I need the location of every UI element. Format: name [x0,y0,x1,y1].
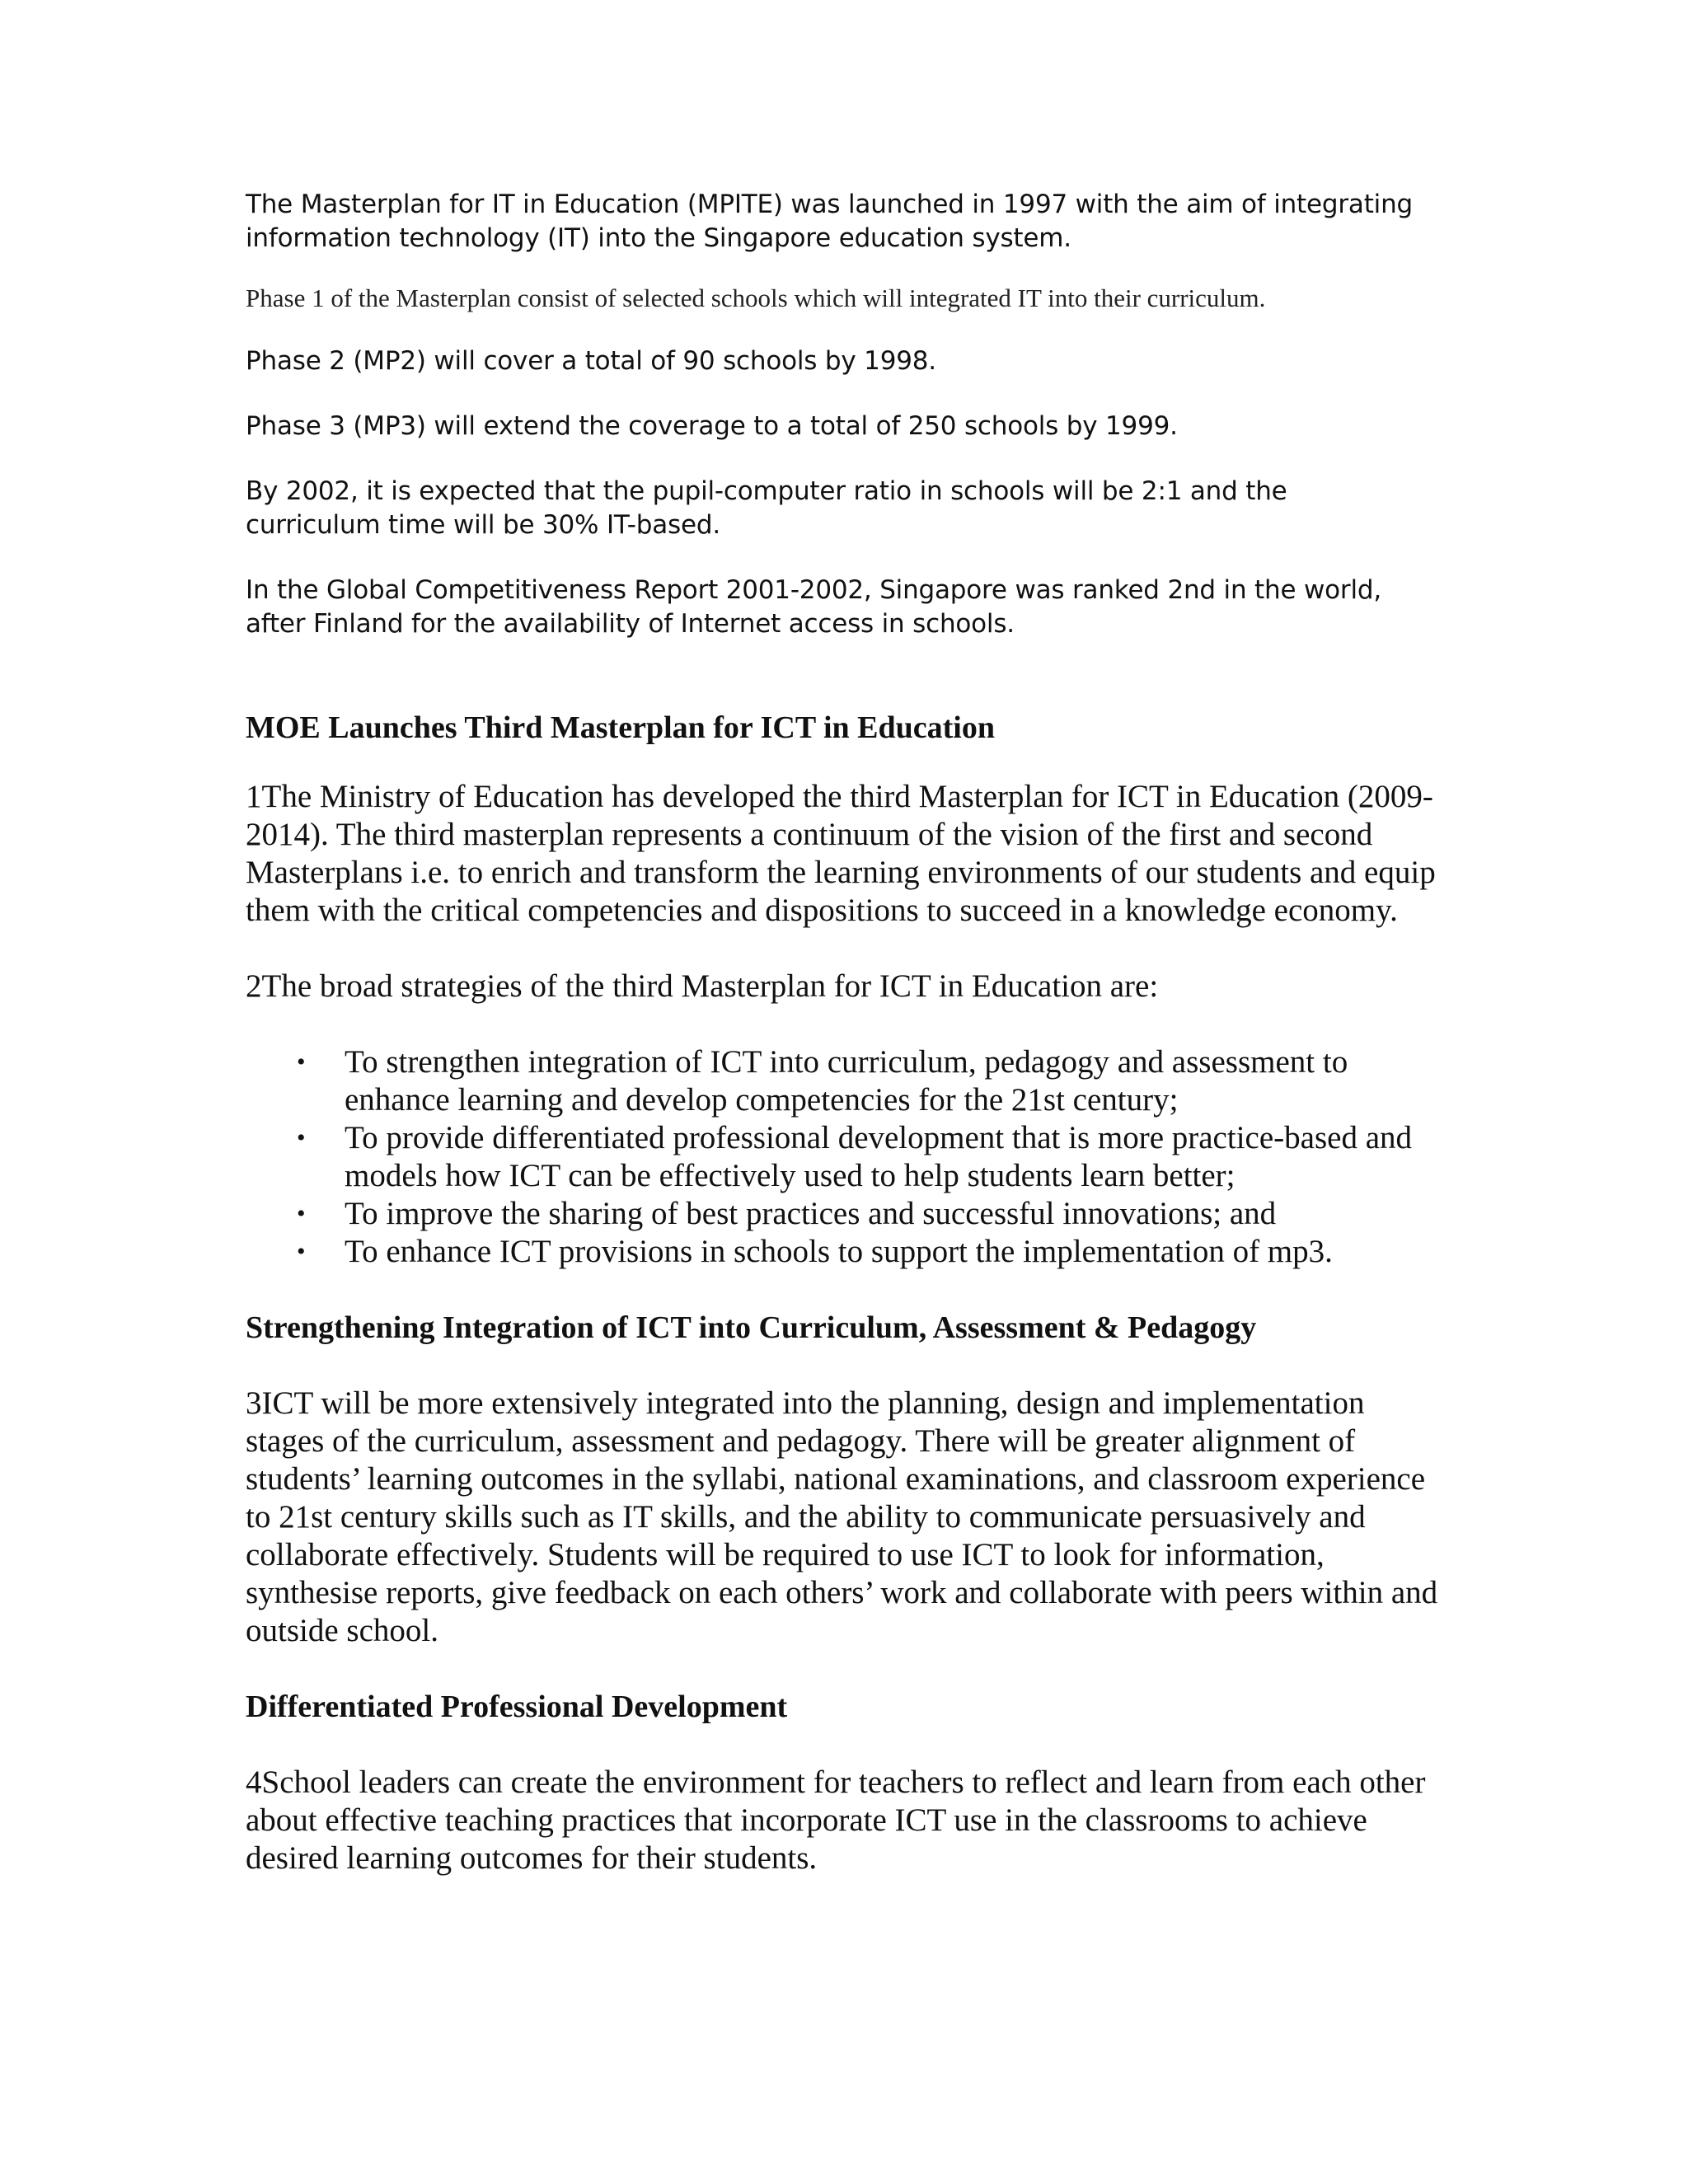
strategy-list-item [246,1195,1449,1233]
bullet-icon: • [297,1048,306,1076]
intro-paragraph-phase1: Phase 1 of the Masterplan consist of selected schools which will integrated IT into their curriculum. [246,284,1266,312]
bullet-icon: • [297,1238,306,1265]
intro-paragraph-competitiveness: In the Global Competitiveness Report 2001-2002, Singapore was ranked 2nd in the world, after Finland for the availability of Internet access in schools. [246,575,1381,639]
intro-paragraph-ratio: By 2002, it is expected that the pupil-computer ratio in schools will be 2:1 and the curriculum time will be 30% IT-based. [246,476,1287,540]
bullet-icon: • [297,1124,306,1151]
strategy-text: To improve the sharing of best practices and successful innovations; and [345,1196,1277,1231]
article-paragraph-2: 2The broad strategies of the third Masterplan for ICT in Education are: [246,968,1159,1004]
intro-paragraph-mpite: The Masterplan for IT in Education (MPITE) was launched in 1997 with the aim of integrating information technology (IT) into the Singapore education system. [246,190,1413,253]
section-heading-professional-development: Differentiated Professional Development [246,1690,788,1724]
article-paragraph-1: 1The Ministry of Education has developed the third Masterplan for ICT in Education (2009-2014). The third masterplan represents a continuum of the vision of the first and second Masterplans i.e. to enrich and transform the learning environments of our students and equip them with the critical competencies and dispositions to succeed in a knowledge economy. [246,779,1436,928]
strategy-text: To provide differentiated professional development that is more practice-based and models how ICT can be effectively used to help students learn better; [345,1120,1412,1193]
strategy-text: To strengthen integration of ICT into curriculum, pedagogy and assessment to enhance learning and develop competencies for the 21st century; [345,1044,1348,1118]
strategy-list-item [246,1043,1449,1119]
bullet-icon: • [297,1200,306,1227]
intro-paragraph-phase2: Phase 2 (MP2) will cover a total of 90 schools by 1998. [246,346,936,376]
document-content [246,188,1449,1877]
strategy-text: To enhance ICT provisions in schools to support the implementation of mp3. [345,1234,1333,1269]
article-title: MOE Launches Third Masterplan for ICT in Education [246,710,995,745]
strategy-list-item [246,1119,1449,1195]
intro-paragraph-phase3: Phase 3 (MP3) will extend the coverage to a total of 250 schools by 1999. [246,411,1178,441]
section-heading-integration: Strengthening Integration of ICT into Curriculum, Assessment & Pedagogy [246,1310,1257,1345]
strategy-list [246,1043,1449,1271]
article-paragraph-3: 3ICT will be more extensively integrated into the planning, design and implementation stages of the curriculum, assessment and pedagogy. There will be greater alignment of students’ learning outcomes in the syllabi, national examinations, and classroom experience to 21st century skills such as IT skills, and the ability to communicate persuasively and collaborate effectively. Students will be required to use ICT to look for information, synthesise reports, give feedback on each others’ work and collaborate with peers within and outside school. [246,1385,1438,1648]
strategy-list-item [246,1233,1449,1271]
article-paragraph-4: 4School leaders can create the environment for teachers to reflect and learn from each other about effective teaching practices that incorporate ICT use in the classrooms to achieve desired learning outcomes for their students. [246,1765,1426,1876]
